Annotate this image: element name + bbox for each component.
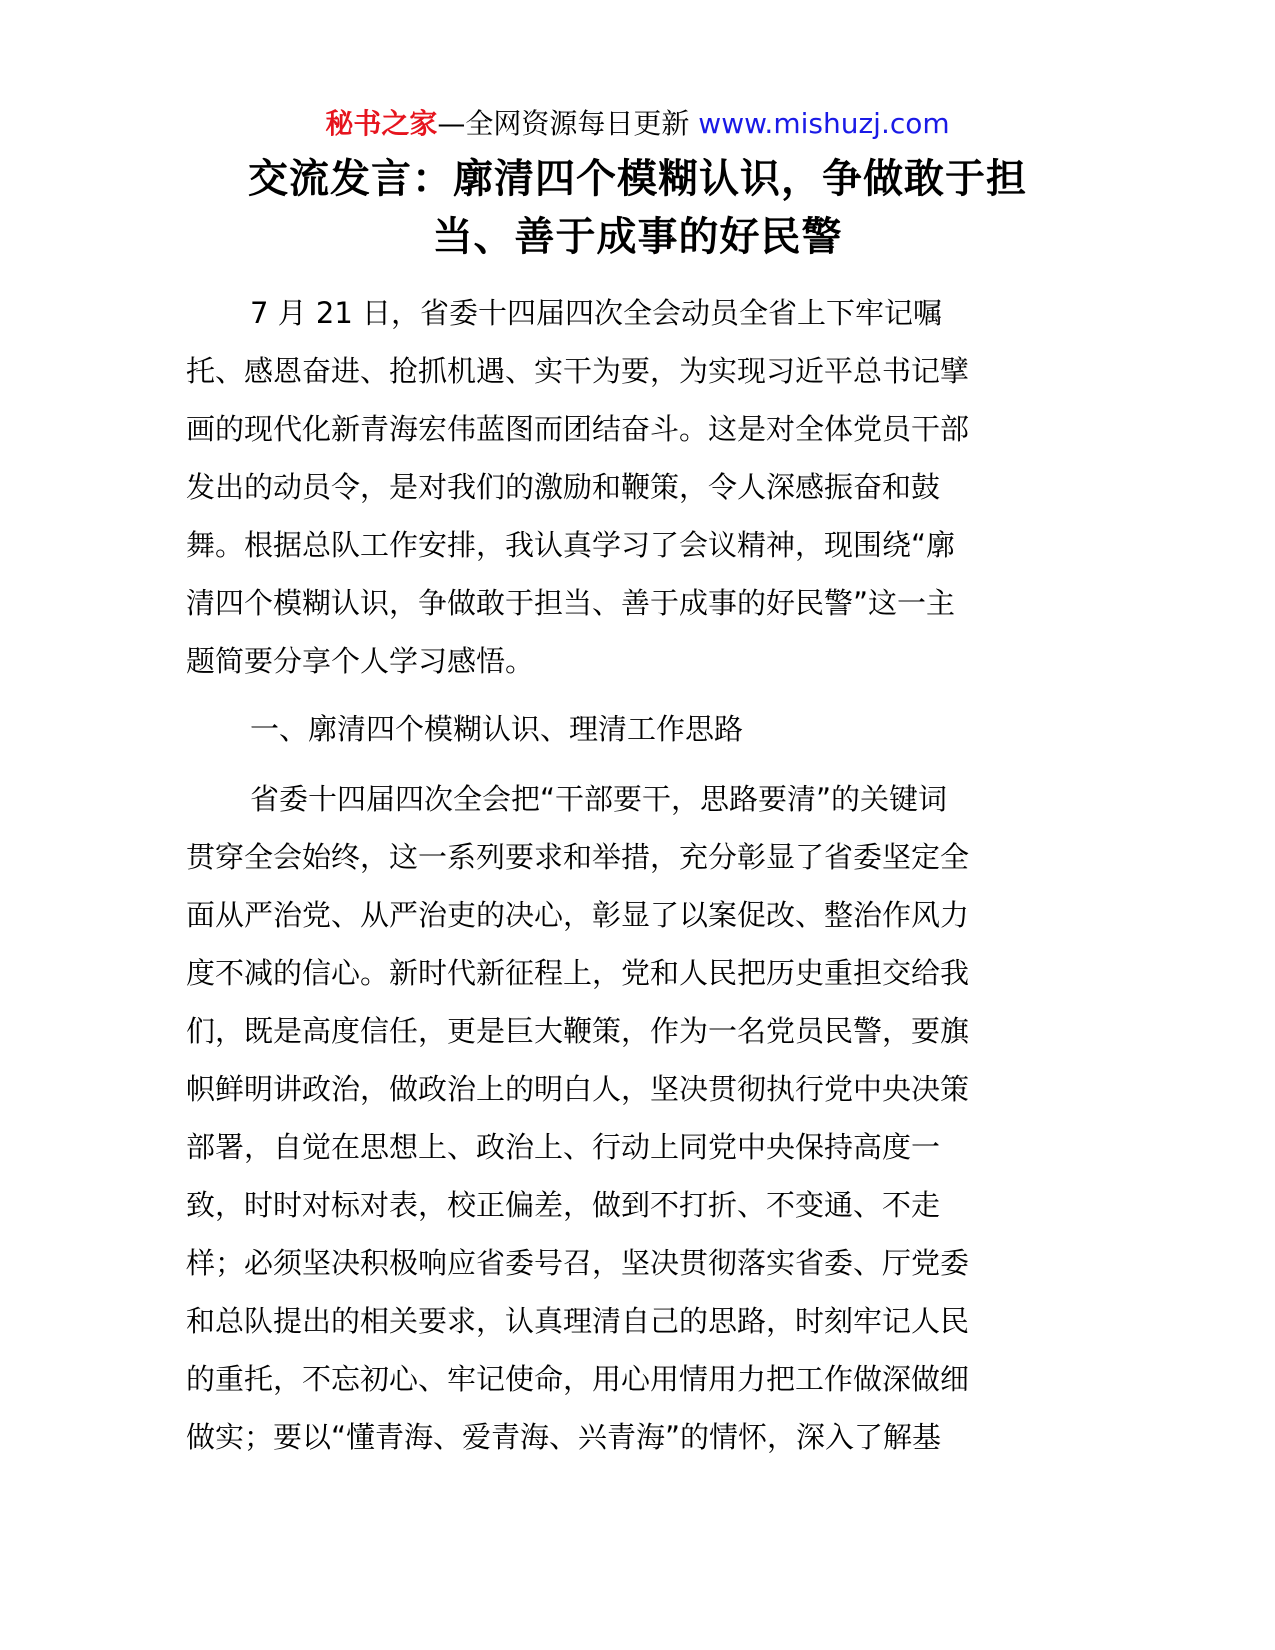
paragraph-section-one: [186, 770, 1086, 1466]
brand-name: 秘书之家: [325, 107, 438, 140]
paragraph-line: 和总队提出的相关要求，认真理清自己的思路，时刻牢记人民: [186, 1304, 970, 1338]
paragraph-line: 题简要分享个人学习感悟。: [186, 644, 535, 678]
paragraph-line: 7 月 21 日，省委十四届四次全会动员全省上下牢记嘱: [250, 296, 943, 330]
paragraph-line: 做实；要以“懂青海、爱青海、兴青海”的情怀，深入了解基: [186, 1420, 942, 1454]
paragraph-line: 贯穿全会始终，这一系列要求和举措，充分彰显了省委坚定全: [186, 840, 970, 874]
paragraph-line: 的重托，不忘初心、牢记使命，用心用情用力把工作做深做细: [186, 1362, 970, 1396]
paragraph-line: 省委十四届四次全会把“干部要干，思路要清”的关键词: [250, 782, 948, 816]
title-line: 交流发言：廓清四个模糊认识，争做敢于担: [248, 156, 1027, 202]
title-line: 当、善于成事的好民警: [432, 214, 843, 260]
paragraph-line: 舞。根据总队工作安排，我认真学习了会议精神，现围绕“廓: [186, 528, 956, 562]
paragraph-line: 托、感恩奋进、抢抓机遇、实干为要，为实现习近平总书记擘: [186, 354, 970, 388]
paragraph-line: 致，时时对标对表，校正偏差，做到不打折、不变通、不走: [186, 1188, 941, 1222]
paragraph-line: 部署，自觉在思想上、政治上、行动上同党中央保持高度一: [186, 1130, 941, 1164]
paragraph-intro: [186, 284, 1086, 690]
paragraph-line: 们，既是高度信任，更是巨大鞭策，作为一名党员民警，要旗: [186, 1014, 970, 1048]
paragraph-line: 度不减的信心。新时代新征程上，党和人民把历史重担交给我: [186, 956, 970, 990]
section-heading-text: 一、廓清四个模糊认识、理清工作思路: [250, 712, 744, 746]
paragraph-line: 帜鲜明讲政治，做政治上的明白人，坚决贯彻执行党中央决策: [186, 1072, 970, 1106]
document-title: [200, 150, 1075, 266]
paragraph-line: 发出的动员令，是对我们的激励和鞭策，令人深感振奋和鼓: [186, 470, 941, 504]
paragraph-line: 面从严治党、从严治吏的决心，彰显了以案促改、整治作风力: [186, 898, 970, 932]
paragraph-line: 样；必须坚决积极响应省委号召，坚决贯彻落实省委、厅党委: [186, 1246, 970, 1280]
section-heading: [186, 700, 1086, 758]
header-tagline: —全网资源每日更新: [437, 107, 690, 140]
paragraph-line: 清四个模糊认识，争做敢于担当、善于成事的好民警”这一主: [186, 586, 956, 620]
site-header: [0, 104, 1275, 144]
site-url-link[interactable]: www.mishuzj.com: [698, 107, 950, 140]
paragraph-line: 画的现代化新青海宏伟蓝图而团结奋斗。这是对全体党员干部: [186, 412, 970, 446]
